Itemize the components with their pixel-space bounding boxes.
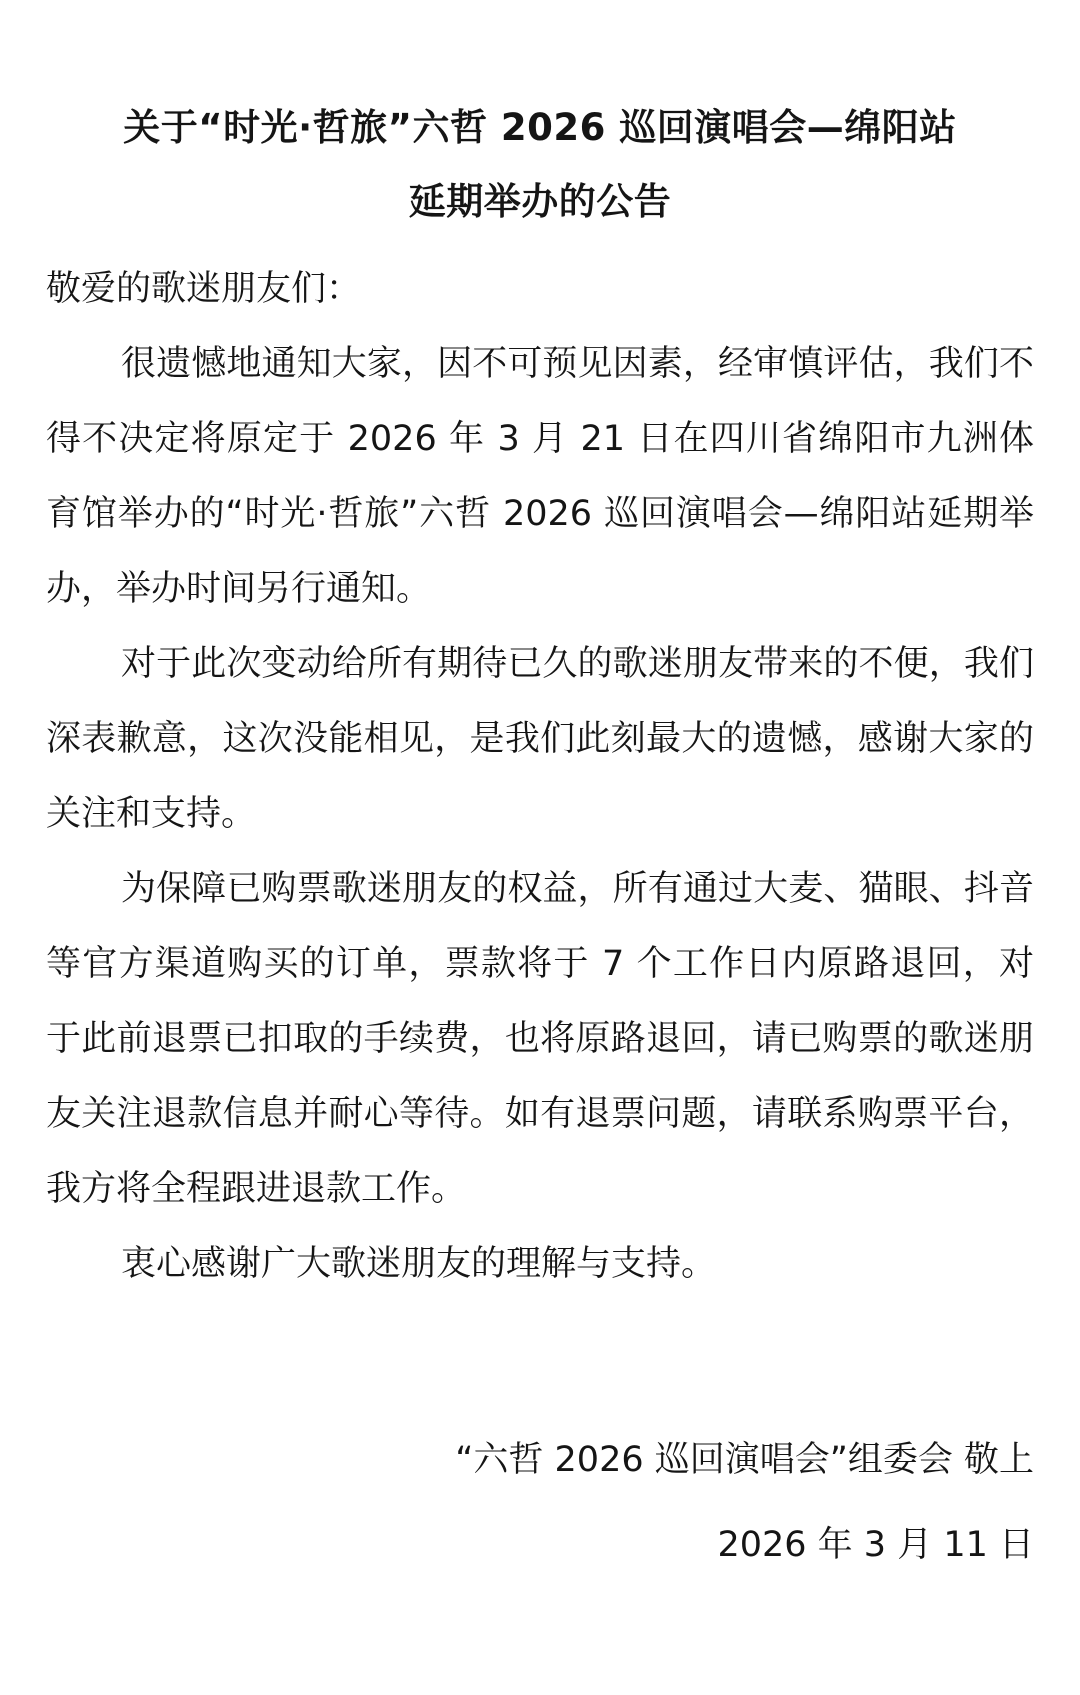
greeting: 敬爱的歌迷朋友们： xyxy=(46,269,362,309)
announcement-title-line-1: 关于“时光·哲旅”六哲 2026 巡回演唱会—绵阳站 xyxy=(123,106,957,149)
announcement-body xyxy=(46,252,1034,1302)
paragraph-refund: 为保障已购票歌迷朋友的权益，所有通过大麦、猫眼、抖音等官方渠道购买的订单，票款将于 7 个工作日内原路退回，对于此前退票已扣取的手续费，也将原路退回，请已购票的歌迷朋友关注退款信息并耐心等待。如有退票问题，请联系购票平台，我方将全程跟进退款工作。 xyxy=(46,869,1034,1209)
paragraph-apology: 对于此次变动给所有期待已久的歌迷朋友带来的不便，我们深表歉意，这次没能相见，是我们此刻最大的遗憾，感谢大家的关注和支持。 xyxy=(46,644,1034,834)
announcement-date: 2026 年 3 月 11 日 xyxy=(717,1525,1034,1565)
announcement-title-line-2: 延期举办的公告 xyxy=(408,180,672,223)
signature: “六哲 2026 巡回演唱会”组委会 敬上 xyxy=(455,1440,1034,1480)
paragraph-postponement: 很遗憾地通知大家，因不可预见因素，经审慎评估，我们不得不决定将原定于 2026 年 3 月 21 日在四川省绵阳市九洲体育馆举办的“时光·哲旅”六哲 2026 巡回演唱会—绵阳站延期举办，举办时间另行通知。 xyxy=(46,344,1034,609)
paragraph-thanks: 衷心感谢广大歌迷朋友的理解与支持。 xyxy=(121,1244,717,1284)
